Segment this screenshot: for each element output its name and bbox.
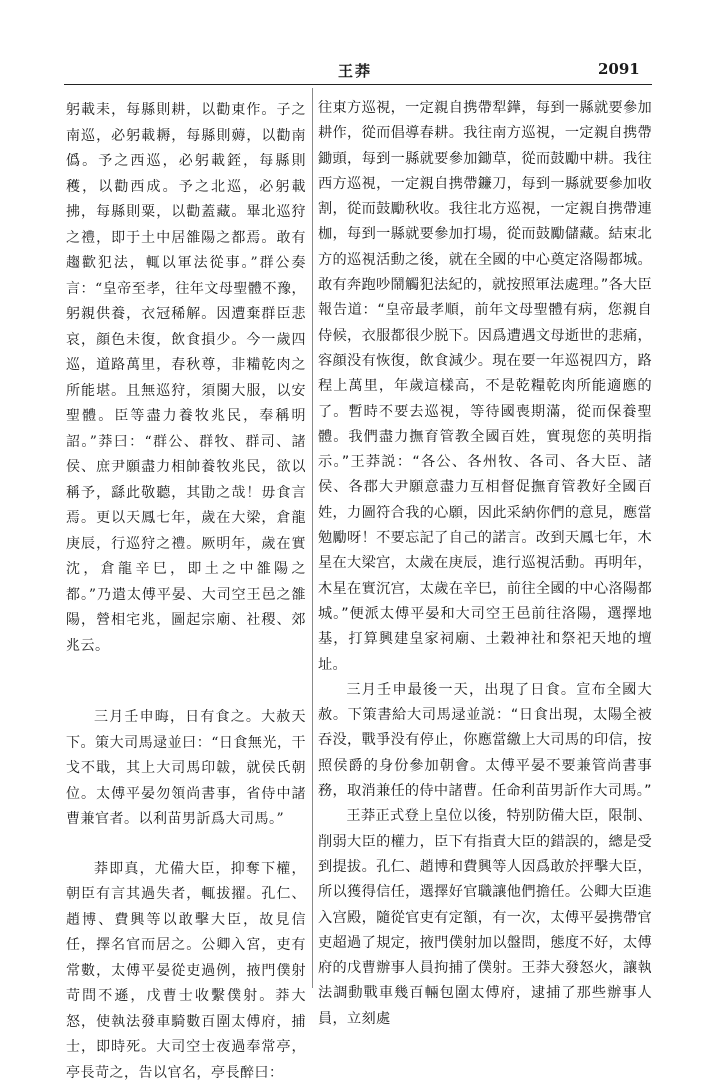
translation-paragraph-2: 三月壬申最後一天，出現了日食。宣布全國大赦。下策書給大司馬逯並説：“日食出現，太陽全被吞没，戰爭没有停止，你應當繳上大司馬的印信，按照侯爵的身份參加朝會。太傅平晏不要兼管尚書事務，取消兼任的侍中諸曹。任命利苗男訢作大司馬。” xyxy=(318,678,652,804)
classical-paragraph-2: 三月壬申晦，日有食之。大赦天下。策大司馬逯並曰：“日食無光，干戈不戢，其上大司馬印韍，就侯氏朝位。太傅平晏勿領尚書事，省侍中諸曹兼官者。以利苗男訢爲大司馬。” xyxy=(66,705,306,833)
translation-paragraph-3: 王莽正式登上皇位以後，特别防備大臣，限制、削弱大臣的權力，臣下有指責大臣的錯誤的，總是受到提拔。孔仁、趙博和費興等人因爲敢於抨擊大臣，所以獲得信任，選擇好官職讓他們擔任。公卿大臣進入宫殿，隨從官吏有定額，有一次，太傅平晏携帶官吏超過了規定，掖門僕射加以盤問，態度不好，太傅府的戊曹辦事人員拘捕了僕射。王莽大發怒火，讓執法調動戰車幾百輛包圍太傅府，逮捕了那些辦事人員，立刻處 xyxy=(318,804,652,1032)
column-divider xyxy=(312,88,313,988)
translation-paragraph-1: 往東方巡視，一定親自携帶犁鏵，每到一縣就要參加耕作，從而倡導春耕。我往南方巡視，一定親自携帶鋤頭，每到一縣就要參加鋤草，從而鼓勵中耕。我往西方巡視，一定親自携帶鐮刀，每到一縣就要參加收割，從而鼓勵秋收。我往北方巡視，一定親自携帶連枷，每到一縣就要參加打場，從而鼓勵儲藏。結束北方的巡視活動之後，就在全國的中心奠定洛陽都城。敢有奔跑吵鬧觸犯法紀的，就按照軍法處理。”各大臣報告道：“皇帝最孝順，前年文母聖體有病，您親自侍候，衣服都很少脱下。因爲遭遇文母逝世的悲痛，容顔没有恢復，飲食減少。現在要一年巡視四方，路程上萬里，年歲這樣高，不是乾糧乾肉所能適應的了。暫時不要去巡視，等待國喪期滿，從而保養聖體。我們盡力撫育管教全國百姓，實現您的英明指示。”王莽説：“各公、各州牧、各司、各大臣、諸侯、各郡大尹願意盡力互相督促撫育管教好全國百姓，力圖符合我的心願，因此采納你們的意見，應當勉勵呀！不要忘記了自己的諾言。改到天鳳七年，木星在大梁宫，太歲在庚辰，進行巡視活動。再明年，木星在實沉宫，太歲在辛巳，前往全國的中心洛陽都城。”便派太傅平晏和大司空王邑前往洛陽，選擇地基，打算興建皇家祠廟、土穀神社和祭祀天地的壇址。 xyxy=(318,96,652,678)
running-title: 王莽 xyxy=(338,60,372,81)
translation-column xyxy=(318,96,652,1032)
classical-paragraph-1: 躬載耒，每縣則耕，以勸東作。子之南巡，必躬載耨，每縣則薅，以勸南僞。予之西巡，必躬載銍，每縣則穫，以勸西成。予之北巡，必躬載拂，每縣則粟，以勸蓋藏。畢北巡狩之禮，即于土中居雒陽之都焉。敢有趨歡犯法，輒以軍法從事。”群公奏言：“皇帝至孝，往年文母聖體不豫，躬親供養，衣冠稀解。因遭棄群臣悲哀，顔色未復，飲食損少。今一歲四巡，道路萬里，春秋尊，非糒乾肉之所能堪。且無巡狩，須闋大服，以安聖體。臣等盡力養牧兆民，奉稱明詔。”莽曰：“群公、群牧、群司、諸侯、庶尹願盡力相帥養牧兆民，欲以稱予，繇此敬聽，其勖之哉！毋食言焉。更以天鳳七年，歲在大梁，倉龍庚辰，行巡狩之禮。厥明年，歲在實沈，倉龍辛巳，即土之中雒陽之都。”乃遣太傅平晏、大司空王邑之雒陽，營相宅兆，圖起宗廟、社稷、郊兆云。 xyxy=(66,98,306,659)
page-header xyxy=(0,0,716,86)
classical-text-column xyxy=(66,98,306,1086)
header-rule xyxy=(64,84,652,85)
page-number: 2091 xyxy=(598,60,640,78)
classical-paragraph-3: 莽即真，尤備大臣，抑奪下權，朝臣有言其過失者，輒拔擢。孔仁、趙博、費興等以敢擊大臣，故見信任，擇名官而居之。公卿入宮，吏有常數，太傅平晏從吏過例，掖門僕射苛問不遜，戊曹士收繫僕射。莽大怒，使執法發車騎數百圍太傅府，捕士，即時死。大司空士夜過奉常亭，亭長苛之，告以官名，亭長醉曰： xyxy=(66,857,306,1086)
